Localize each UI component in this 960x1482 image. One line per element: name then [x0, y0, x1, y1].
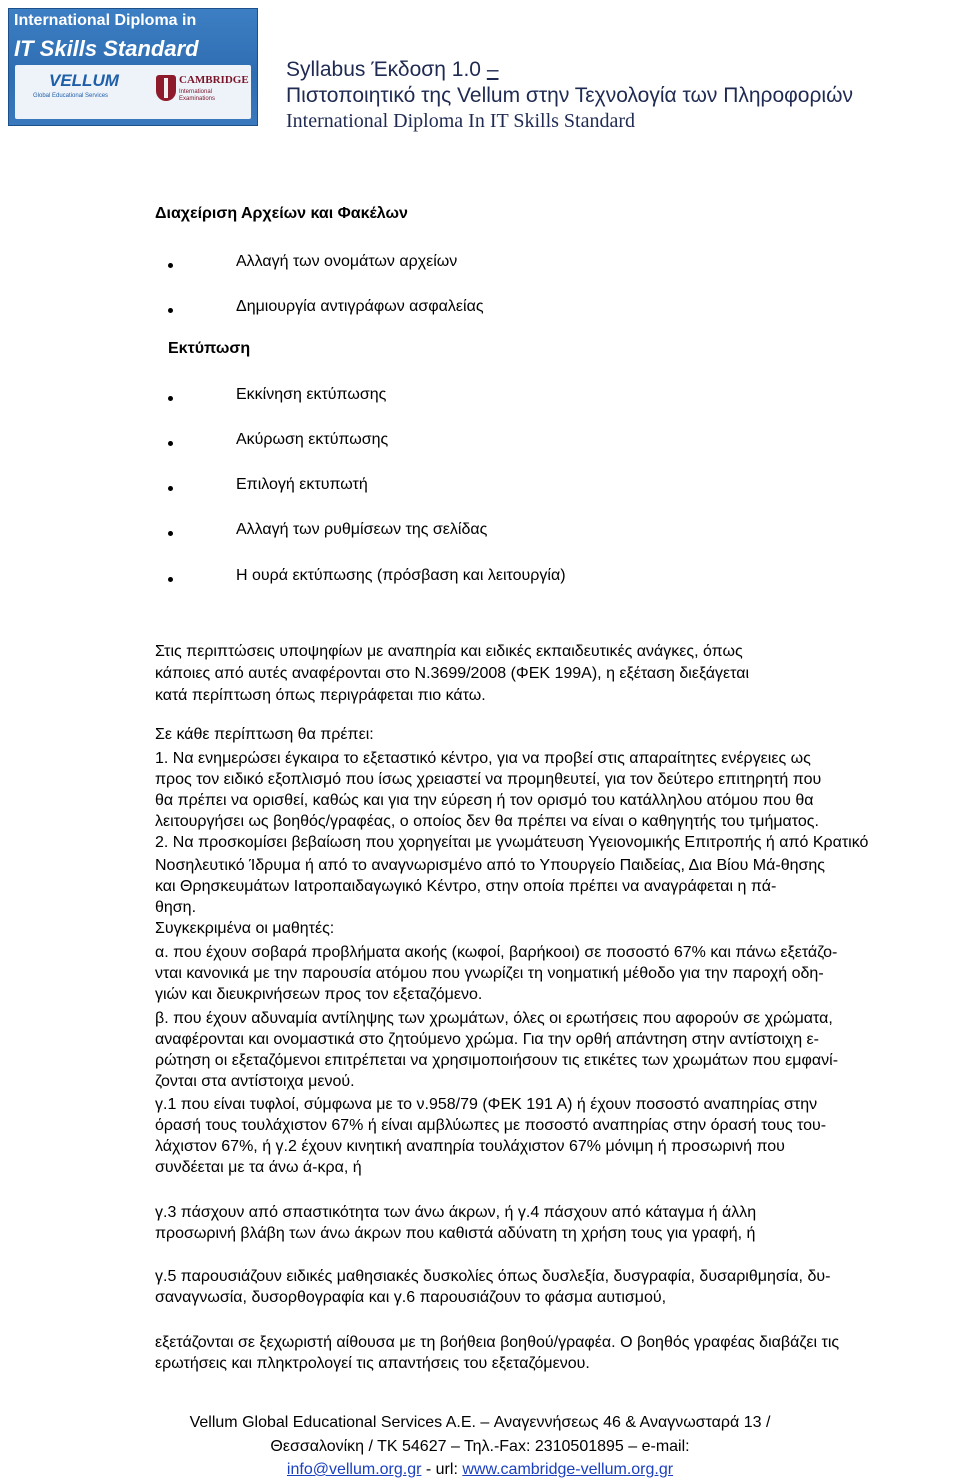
header-title-english: International Diploma In IT Skills Standard — [286, 110, 636, 132]
item-c3-line: προσωρινή βλάβη των άνω άκρων που καθιστά αδύνατη τη χρήση τους για γραφή, ή — [155, 1225, 756, 1242]
paragraph-1-line: προς τον ειδικό εξοπλισμό που ίσως χρειαστεί να προμηθευτεί, για τον δεύτερο επιτηρητή που — [155, 771, 822, 788]
list-item: Εκκίνηση εκτύπωσης — [236, 386, 387, 403]
cambridge-subtitle: International Examinations — [179, 89, 216, 102]
list-item: Δημιουργία αντιγράφων ασφαλείας — [236, 298, 484, 315]
final-line: εξετάζονται σε ξεχωριστή αίθουσα με τη βοήθεια βοηθού/γραφέα. Ο βοηθός γραφέας διαβάζει τις — [155, 1334, 840, 1351]
item-c1-line: συνδέεται με τα άνω ά-κρα, ή — [155, 1159, 362, 1176]
item-a-line: νται κανονικά με την παρουσία ατόμου που γνωρίζει τη νοηματική μέθοδο για την παροχή οδη- — [155, 965, 824, 982]
bullet-icon — [168, 531, 173, 536]
must-line: Σε κάθε περίπτωση θα πρέπει: — [155, 726, 374, 743]
cambridge-wordmark: CAMBRIDGE — [179, 74, 249, 86]
syllabus-label: Syllabus Έκδοση 1.0 — [286, 58, 481, 81]
logo-line-2: IT Skills Standard — [14, 36, 199, 61]
item-c1-line: όρασή τους τουλάχιστον 67% ή είναι αμβλύωπες με ποσοστό αναπηρίας στην όρασή τους του- — [155, 1117, 827, 1134]
paragraph-2-line: 2. Να προσκομίσει βεβαίωση που χορηγείται με γνωμάτευση Υγειονομικής Επιτροπής ή από Κρατικό — [155, 834, 869, 851]
list-item: Αλλαγή των ρυθμίσεων της σελίδας — [236, 521, 488, 538]
bullet-icon — [168, 263, 173, 268]
section-heading-files: Διαχείριση Αρχείων και Φακέλων — [155, 205, 408, 222]
vellum-cambridge-logo — [8, 8, 258, 126]
website-link[interactable]: www.cambridge-vellum.org.gr — [462, 1461, 674, 1478]
header-title-greek: Πιστοποιητικό της Vellum στην Τεχνολογία των Πληροφοριών — [286, 84, 853, 107]
list-item: Ακύρωση εκτύπωσης — [236, 431, 389, 448]
paragraph-2-line: Νοσηλευτικό Ίδρυμα ή από το αναγνωρισμένο από το Υπουργείο Παιδείας, Δια Βίου Μά-θησης — [155, 857, 825, 874]
intro-line: κατά περίπτωση όπως περιγράφεται πιο κάτω. — [155, 687, 486, 704]
url-label: - url: — [421, 1461, 463, 1478]
bullet-icon — [168, 308, 173, 313]
paragraph-1-line: θα πρέπει να ορισθεί, καθώς και για την εύρεση ή τον ορισμό του κατάλληλου ατόμου που θα — [155, 792, 814, 809]
students-line: Συγκεκριμένα οι μαθητές: — [155, 920, 335, 937]
vellum-wordmark: VELLUM — [49, 71, 119, 90]
intro-line: κάποιες από αυτές αναφέρονται στο Ν.3699/2008 (ΦΕΚ 199Α), η εξέταση διεξάγεται — [155, 665, 750, 682]
section-heading-printing: Εκτύπωση — [168, 340, 251, 357]
item-c5-line: γ.5 παρουσιάζουν ειδικές μαθησιακές δυσκολίες όπως δυσλεξία, δυσγραφία, δυσαριθμησία, δυ- — [155, 1268, 831, 1285]
list-item: Αλλαγή των ονομάτων αρχείων — [236, 253, 458, 270]
list-item: Επιλογή εκτυπωτή — [236, 476, 368, 493]
logo-line-1: International Diploma in — [14, 12, 197, 29]
email-link[interactable]: info@vellum.org.gr — [286, 1461, 422, 1478]
item-c1-line: γ.1 που είναι τυφλοί, σύμφωνα με το ν.958/79 (ΦΕΚ 191 Α) ή έχουν ποσοστό αναπηρίας στην — [155, 1096, 818, 1113]
footer-links — [0, 1461, 960, 1479]
list-item: Η ουρά εκτύπωσης (πρόσβαση και λειτουργία) — [236, 567, 566, 584]
footer-address: Vellum Global Educational Services A.E. – Αναγεννήσεως 46 & Αναγνωσταρά 13 / — [189, 1414, 771, 1431]
paragraph-2-line: και Θρησκευμάτων Ιατροπαιδαγωγικό Κέντρο, στην οποία πρέπει να αναγράφεται η πά- — [155, 878, 777, 895]
item-a-line: γιών και διευκρινήσεων προς τον εξεταζόμενο. — [155, 986, 483, 1003]
bullet-icon — [168, 486, 173, 491]
intro-line: Στις περιπτώσεις υποψηφίων με αναπηρία και ειδικές εκπαιδευτικές ανάγκες, όπως — [155, 643, 743, 660]
footer-contact: Θεσσαλονίκη / ΤΚ 54627 – Τηλ.-Fax: 2310501895 – e-mail: — [270, 1438, 690, 1455]
item-c3-line: γ.3 πάσχουν από σπαστικότητα των άνω άκρων, ή γ.4 πάσχουν από κάταγμα ή άλλη — [155, 1204, 757, 1221]
item-b-line: ρώτηση οι εξεταζόμενοι επιτρέπεται να χρησιμοποιήσουν τις ετικέτες των χρωμάτων που εμφανί- — [155, 1052, 839, 1069]
item-c5-line: σαναγνωσία, δυσορθογραφία και γ.6 παρουσιάζουν το φάσμα αυτισμού, — [155, 1289, 667, 1306]
paragraph-1-line: 1. Να ενημερώσει έγκαιρα το εξεταστικό κέντρο, για να προβεί στις απαραίτητες ενέργειες ως — [155, 750, 811, 767]
syllabus-dash: – — [486, 58, 499, 81]
item-b-line: ζονται στα αντίστοιχα μενού. — [155, 1073, 355, 1090]
cambridge-crest-icon — [156, 75, 176, 101]
item-b-line: β. που έχουν αδυναμία αντίληψης των χρωμάτων, όλες οι ερωτήσεις που αφορούν σε χρώματα, — [155, 1010, 833, 1027]
item-a-line: α. που έχουν σοβαρά προβλήματα ακοής (κωφοί, βαρήκοοι) σε ποσοστό 67% και πάνω εξετάζο- — [155, 944, 838, 961]
item-b-line: αναφέρονται και ονομαστικά στο ζητούμενο χρώμα. Για την ορθή απάντηση στην αντίστοιχη ε- — [155, 1031, 820, 1048]
paragraph-1-line: λειτουργήσει ως βοηθός/γραφέας, ο οποίος δεν θα πρέπει να είναι ο καθηγητής του τμήματος. — [155, 813, 819, 830]
paragraph-2-line: θηση. — [155, 899, 197, 916]
bullet-icon — [168, 577, 173, 582]
bullet-icon — [168, 441, 173, 446]
final-line: ερωτήσεις και πληκτρολογεί τις απαντήσεις του εξεταζόμενου. — [155, 1355, 590, 1372]
item-c1-line: λάχιστον 67%, ή γ.2 έχουν κινητική αναπηρία τουλάχιστον 67% μόνιμη ή προσωρινή που — [155, 1138, 785, 1155]
bullet-icon — [168, 396, 173, 401]
syllabus-version — [286, 58, 499, 82]
vellum-subtitle: Global Educational Services — [33, 93, 109, 99]
